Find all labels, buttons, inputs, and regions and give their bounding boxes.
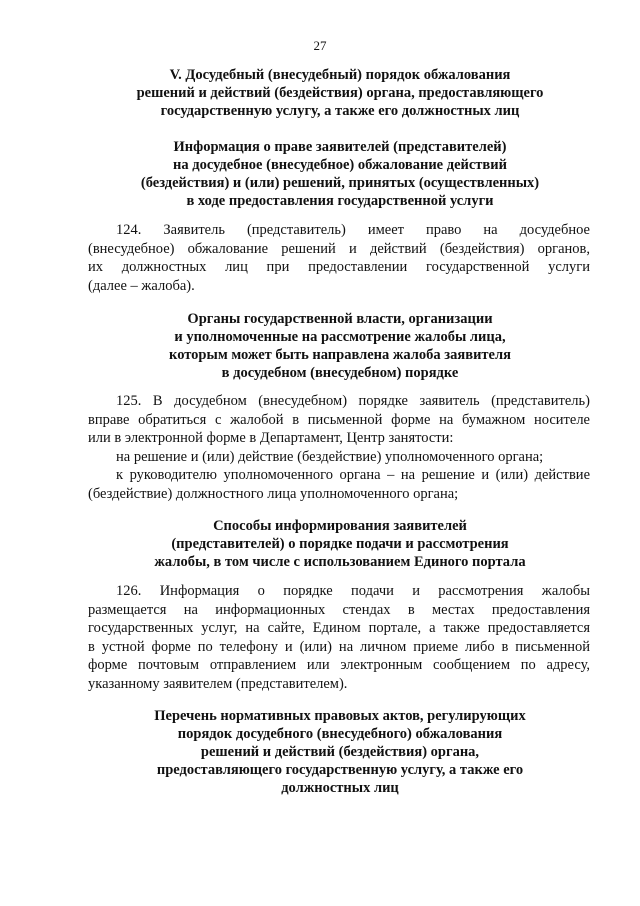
paragraph-line: к руководителю уполномоченного органа – на решение и (или) действие xyxy=(116,467,590,483)
heading-line: решений и действий (бездействия) органа, предоставляющего xyxy=(136,85,544,101)
heading-line: Перечень нормативных правовых актов, регулирующих xyxy=(154,708,526,724)
paragraph-line: на решение и (или) действие (бездействие) уполномоченного органа; xyxy=(116,448,544,465)
heading-line: Способы информирования заявителей xyxy=(213,518,467,534)
paragraph-line: 125. В досудебном (внесудебном) порядке заявитель (представитель) xyxy=(116,393,590,409)
paragraph-line: 124. Заявитель (представитель) имеет право на досудебное xyxy=(116,222,590,238)
subsection-heading-bodies xyxy=(80,310,600,382)
paragraph-line: государственных услуг, на сайте, Едином портале, а также предоставляется xyxy=(88,620,590,636)
paragraph-126 xyxy=(88,582,590,693)
section-heading xyxy=(80,66,600,120)
heading-line: в ходе предоставления государственной услуги xyxy=(186,193,494,209)
paragraph-125 xyxy=(88,392,590,503)
paragraph-124 xyxy=(88,221,590,295)
subsection-heading-right xyxy=(80,138,600,210)
heading-line: решений и действий (бездействия) органа, xyxy=(200,744,480,760)
heading-line: жалобы, в том числе с использованием Единого портала xyxy=(154,554,526,570)
subsection-heading-methods xyxy=(80,517,600,571)
paragraph-line: форме почтовым отправлением или электронным сообщением по адресу, xyxy=(88,657,590,673)
paragraph-line: их должностных лиц при предоставлении государственной услуги xyxy=(88,259,590,275)
paragraph-line: (бездействие) должностного лица уполномоченного органа; xyxy=(88,485,459,502)
page-number: 27 xyxy=(313,38,327,53)
heading-line: и уполномоченные на рассмотрение жалобы лица, xyxy=(174,329,506,345)
heading-line: (представителей) о порядке подачи и рассмотрения xyxy=(171,536,509,552)
heading-line: которым может быть направлена жалоба заявителя xyxy=(169,347,511,363)
paragraph-line: размещается на информационных стендах в местах предоставления xyxy=(88,601,590,618)
paragraph-line: 126. Информация о порядке подачи и рассмотрения жалобы xyxy=(116,583,590,599)
paragraph-line: (далее – жалоба). xyxy=(88,277,195,294)
heading-line: должностных лиц xyxy=(281,780,399,796)
heading-line: порядок досудебного (внесудебного) обжалования xyxy=(177,726,503,742)
heading-line: на досудебное (внесудебное) обжалование действий xyxy=(173,157,507,173)
heading-line: в досудебном (внесудебном) порядке xyxy=(221,365,459,381)
heading-line: Информация о праве заявителей (представителей) xyxy=(173,139,507,155)
heading-line: предоставляющего государственную услугу, а также его xyxy=(156,762,524,778)
heading-line: Органы государственной власти, организации xyxy=(187,311,493,327)
paragraph-line: в устной форме по телефону и (или) на личном приеме либо в письменной xyxy=(88,638,590,655)
heading-line: (бездействия) и (или) решений, принятых (осуществленных) xyxy=(140,175,540,191)
heading-line: государственную услугу, а также его должностных лиц xyxy=(160,103,520,119)
subsection-heading-acts xyxy=(80,707,600,797)
heading-line: V. Досудебный (внесудебный) порядок обжалования xyxy=(169,67,511,83)
paragraph-line: указанному заявителем (представителем). xyxy=(88,675,348,692)
paragraph-line: или в электронной форме в Департамент, Центр занятости: xyxy=(88,430,454,446)
paragraph-line: вправе обратиться с жалобой в письменной форме на бумажном носителе xyxy=(88,411,590,428)
paragraph-line: (внесудебное) обжалование решений и действий (бездействия) органов, xyxy=(88,240,590,257)
